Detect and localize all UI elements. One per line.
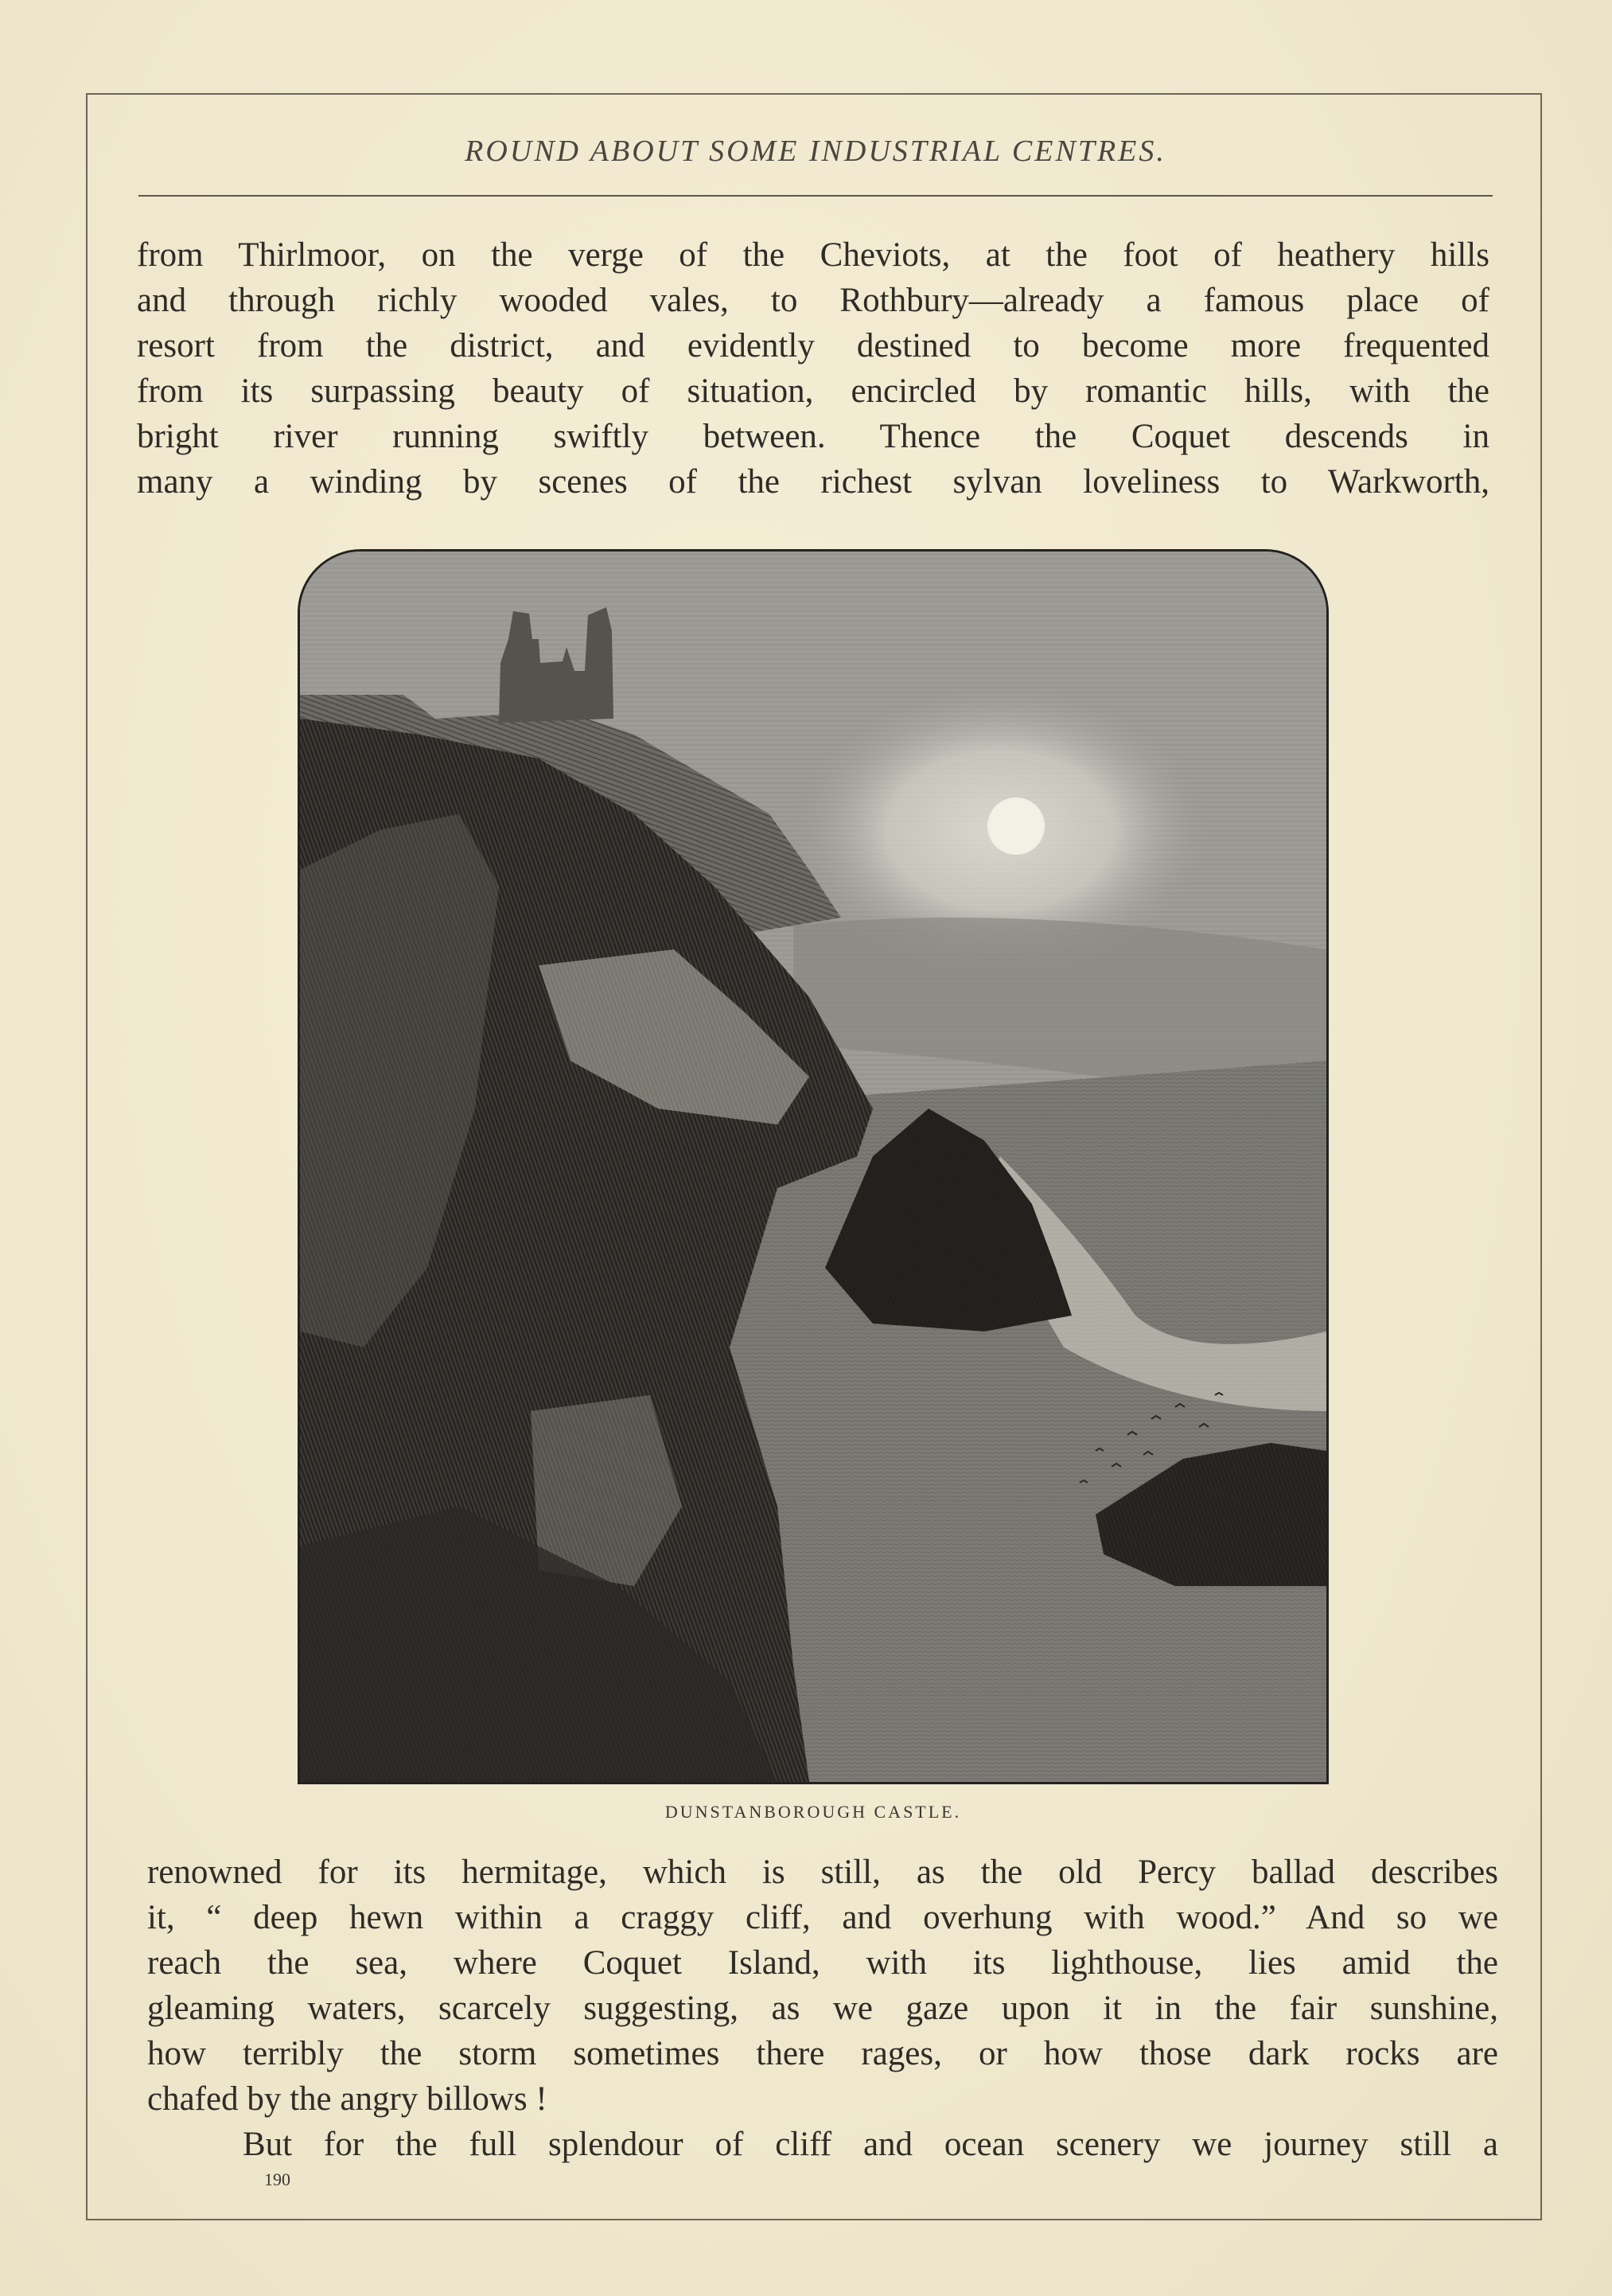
paragraph-bottom bbox=[147, 1850, 1498, 2167]
text-line: and through richly wooded vales, to Rothbury—already a famous place of bbox=[137, 282, 1489, 319]
illustration-caption: DUNSTANBOROUGH CASTLE. bbox=[664, 1802, 962, 1822]
text-line: from Thirlmoor, on the verge of the Cheviots, at the foot of heathery hills bbox=[137, 236, 1489, 274]
text-line: from its surpassing beauty of situation, encircled by romantic hills, with the bbox=[137, 372, 1489, 410]
text-line: reach the sea, where Coquet Island, with its lighthouse, lies amid the bbox=[147, 1944, 1498, 1982]
text-line: renowned for its hermitage, which is still, as the old Percy ballad describes bbox=[147, 1854, 1498, 1891]
text-line: resort from the district, and evidently destined to become more frequented bbox=[137, 327, 1489, 364]
text-line: bright river running swiftly between. Thence the Coquet descends in bbox=[137, 418, 1489, 455]
text-line: how terribly the storm sometimes there rages, or how those dark rocks are bbox=[147, 2035, 1498, 2072]
text-line: it, “ deep hewn within a craggy cliff, and overhung with wood.” And so we bbox=[147, 1899, 1498, 1936]
text-line: But for the full splendour of cliff and ocean scenery we journey still a bbox=[243, 2126, 1498, 2163]
page-number: 190 bbox=[264, 2169, 290, 2189]
running-head: ROUND ABOUT SOME INDUSTRIAL CENTRES. bbox=[465, 134, 1166, 168]
text-line: gleaming waters, scarcely suggesting, as we gaze upon it in the fair sunshine, bbox=[147, 1990, 1498, 2027]
paragraph-top bbox=[137, 232, 1489, 505]
header-rule bbox=[138, 195, 1493, 197]
text-line: many a winding by scenes of the richest sylvan loveliness to Warkworth, bbox=[137, 463, 1489, 501]
text-line: chafed by the angry billows ! bbox=[147, 2080, 547, 2118]
engraving-illustration bbox=[298, 549, 1329, 1784]
